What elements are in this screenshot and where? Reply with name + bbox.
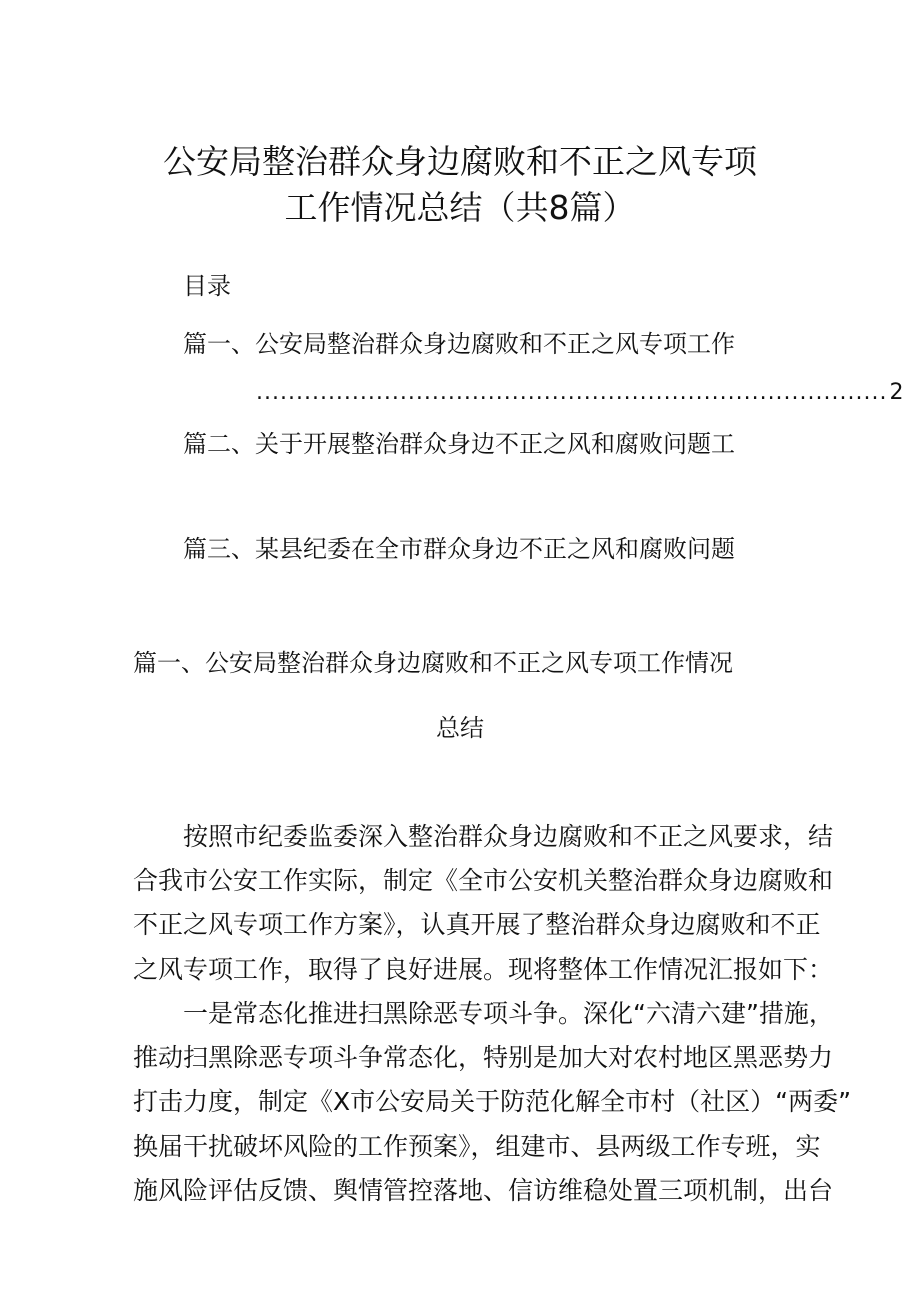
toc-dot-leader: ............................................................................... [256,380,888,405]
section-heading-line-1: 篇一、公安局整治群众身边腐败和不正之风专项工作情况 [133,649,733,677]
document-title-line-2: 工作情况总结（共8篇） [284,188,636,227]
toc-heading: 目录 [183,272,231,300]
paragraph-line: 不正之风专项工作方案》，认真开展了整治群众身边腐败和不正 [133,910,821,940]
paragraph-line: 换届干扰破坏风险的工作预案》，组建市、县两级工作专班，实 [133,1131,821,1161]
paragraph-line: 一是常态化推进扫黑除恶专项斗争。深化“六清六建”措施， [183,999,834,1028]
toc-item-1-leader [256,378,904,408]
paragraph-line: 推动扫黑除恶专项斗争常态化，特别是加大对农村地区黑恶势力 [133,1043,834,1073]
toc-item-3[interactable]: 篇三、某县纪委在全市群众身边不正之风和腐败问题 [183,535,735,563]
toc-item-2[interactable]: 篇二、关于开展整治群众身边不正之风和腐败问题工 [183,430,735,458]
section-heading-line-2: 总结 [436,714,484,742]
paragraph-line: 打击力度，制定《X市公安局关于防范化解全市村（社区）“两委” [133,1087,852,1117]
toc-page-number: 2 [889,380,904,405]
paragraph-line: 施风险评估反馈、舆情管控落地、信访维稳处置三项机制，出台 [133,1175,834,1205]
document-title-line-1: 公安局整治群众身边腐败和不正之风专项 [163,142,757,181]
paragraph-2 [133,992,852,1213]
paragraph-line: 合我市公安工作实际，制定《全市公安机关整治群众身边腐败和 [133,866,834,896]
paragraph-1 [133,815,834,992]
toc-item-1[interactable]: 篇一、公安局整治群众身边腐败和不正之风专项工作 [183,330,735,358]
paragraph-line: 按照市纪委监委深入整治群众身边腐败和不正之风要求，结 [183,822,834,851]
paragraph-line: 之风专项工作，取得了良好进展。现将整体工作情况汇报如下： [133,954,834,984]
